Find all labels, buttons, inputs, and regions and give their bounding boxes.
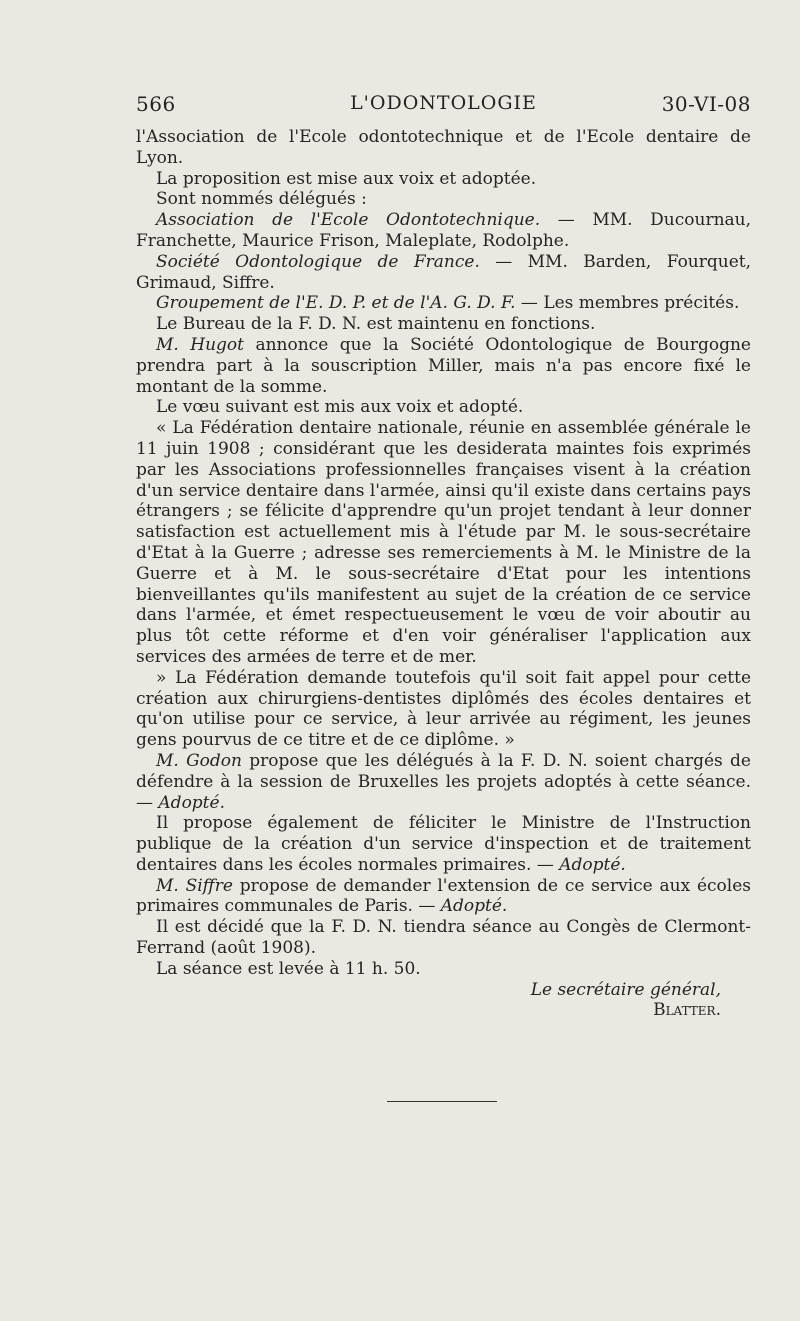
- text: propose que les délégués à la F. D. N. soient chargés de défendre à la session de Bruxelles les projets adoptés à cette séance. —: [136, 750, 751, 813]
- text: propose de demander l'extension de ce service aux écoles primaires communales de Paris. —: [136, 875, 752, 917]
- text: — Les membres précités.: [515, 293, 740, 314]
- paragraph: [136, 335, 751, 397]
- italic-text: Association de l'Ecole Odontotechnique.: [156, 210, 541, 231]
- paragraph: « La Fédération dentaire nationale, réunie en assemblée générale le 11 juin 1908 ; considérant que les desiderata maintes fois exprimés par les Associations professionnelles françaises visent à la création d'un service dentaire dans l'armée, ainsi qu'il existe dans certains pays étrangers ; se félicite d'apprendre qu'un projet tendant à leur donner satisfaction est actuellement mis à l'étude par M. le sous-secrétaire d'Etat à la Guerre ; adresse ses remerciements à M. le Ministre de la Guerre et à M. le sous-secrétaire d'Etat pour les intentions bienveillantes qu'ils manifestent au sujet de la création de ce service dans l'armée, et émet respectueusement le vœu de voir aboutir au plus tôt cette réforme et d'en voir généraliser l'application aux services des armées de terre et de mer.: [136, 418, 751, 667]
- paragraph: [136, 813, 751, 875]
- text: annonce que la Société Odontologique de Bourgogne prendra part à la souscription Miller, mais n'a pas encore fixé le montant de la somme.: [136, 334, 751, 397]
- paragraph: [136, 876, 751, 918]
- italic-text: Groupement de l'E. D. P. et de l'A. G. D. F.: [156, 293, 516, 314]
- paragraph: » La Fédération demande toutefois qu'il soit fait appel pour cette création aux chirurgiens-dentistes diplômés des écoles dentaires et qu'on utilise pour ce service, à leur arrivée au régiment, les jeunes gens pourvus de ce titre et de ce diplôme. »: [136, 667, 751, 751]
- paragraph: La séance est levée à 11 h. 50.: [156, 958, 421, 979]
- italic-text: Adopté.: [440, 896, 508, 917]
- issue-date: 30-VI-08: [661, 92, 751, 116]
- signature-title: Le secrétaire général,: [530, 979, 721, 1000]
- signature-name: Blatter.: [653, 1000, 721, 1021]
- text: — MM. Ducournau, Franchette, Maurice Frison, Maleplate, Rodolphe.: [136, 210, 752, 251]
- paragraph: l'Association de l'Ecole odontotechnique et de l'Ecole dentaire de Lyon.: [136, 127, 751, 168]
- italic-text: M. Godon: [156, 750, 242, 771]
- text: Il propose également de féliciter le Ministre de l'Instruction publique de la création d'un service d'inspection et de traitement dentaires dans les écoles normales primaires. —: [136, 813, 751, 875]
- italic-text: M. Siffre: [156, 875, 233, 896]
- paragraph: [136, 210, 751, 252]
- page-body: [136, 127, 751, 1021]
- paragraph: La proposition est mise aux voix et adoptée.: [156, 168, 537, 189]
- text: — MM. Barden, Fourquet, Grimaud, Siffre.: [136, 251, 751, 293]
- paragraph: [136, 252, 751, 294]
- page-number: 566: [136, 92, 176, 116]
- italic-text: M. Hugot: [156, 334, 244, 355]
- paragraph: Le vœu suivant est mis aux voix et adopté.: [156, 397, 524, 418]
- page-header: [136, 92, 751, 122]
- paragraph: [136, 751, 751, 813]
- running-title: L'ODONTOLOGIE: [350, 92, 537, 114]
- end-rule: [387, 1101, 497, 1102]
- italic-text: Adopté.: [559, 854, 626, 875]
- paragraph: Il est décidé que la F. D. N. tiendra séance au Congès de Clermont-Ferrand (août 1908).: [136, 917, 751, 959]
- italic-text: Adopté.: [158, 792, 225, 813]
- italic-text: Société Odontologique de France.: [156, 251, 480, 272]
- paragraph: [136, 293, 751, 314]
- paragraph: Sont nommés délégués :: [156, 189, 367, 210]
- paragraph: Le Bureau de la F. D. N. est maintenu en fonctions.: [156, 314, 596, 335]
